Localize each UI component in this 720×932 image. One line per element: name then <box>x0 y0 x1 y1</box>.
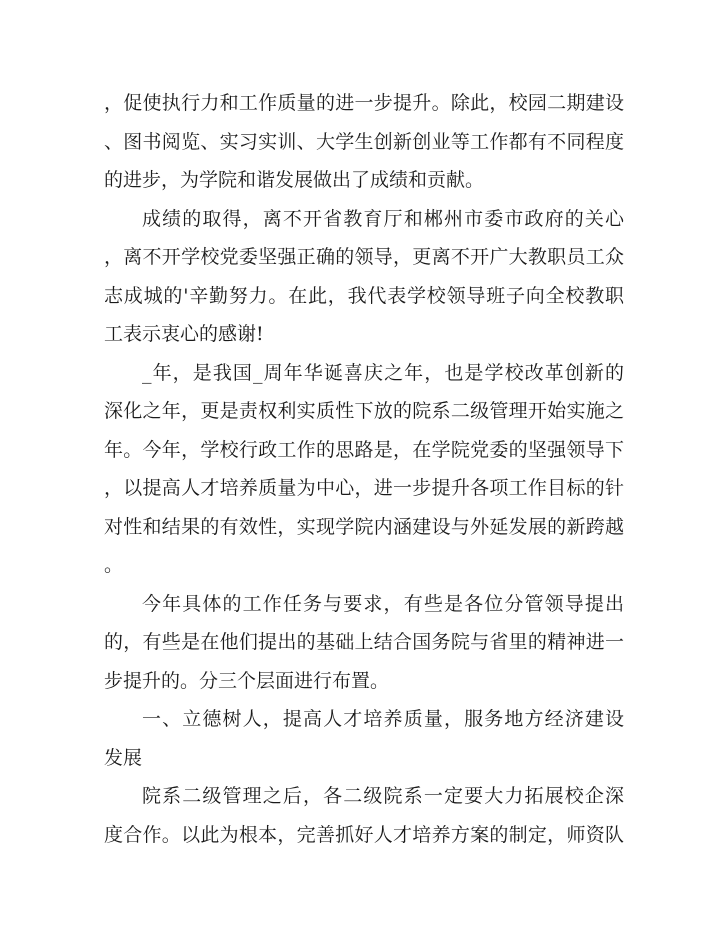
section-heading: 发展 <box>104 747 143 769</box>
text-line: 志成城的'辛勤努力。在此，我代表学校领导班子向全校教职 <box>104 285 624 307</box>
text-line: 。 <box>104 554 124 576</box>
text-line: 工表示衷心的感谢! <box>104 323 264 345</box>
text-line: _年，是我国_周年华诞喜庆之年，也是学校改革创新的 <box>142 362 624 384</box>
text-line: 度合作。以此为根本，完善抓好人才培养方案的制定，师资队 <box>104 824 624 846</box>
section-heading: 一、立德树人，提高人才培养质量，服务地方经济建设 <box>142 708 624 730</box>
text-line: 对性和结果的有效性，实现学院内涵建设与外延发展的新跨越 <box>104 516 624 538</box>
text-line: ，以提高人才培养质量为中心，进一步提升各项工作目标的针 <box>104 477 624 499</box>
text-line: 院系二级管理之后，各二级院系一定要大力拓展校企深 <box>142 785 624 807</box>
text-line: 成绩的取得，离不开省教育厅和郴州市委市政府的关心 <box>142 208 624 230</box>
text-line: 深化之年，更是责权利实质性下放的院系二级管理开始实施之 <box>104 400 624 422</box>
text-line: 的，有些是在他们提出的基础上结合国务院与省里的精神进一 <box>104 631 624 653</box>
text-line: ，离不开学校党委坚强正确的领导，更离不开广大教职员工众 <box>104 246 624 268</box>
text-line: ，促使执行力和工作质量的进一步提升。除此，校园二期建设 <box>104 92 624 114</box>
text-line: 年。今年，学校行政工作的思路是，在学院党委的坚强领导下 <box>104 439 624 461</box>
text-line: 今年具体的工作任务与要求，有些是各位分管领导提出 <box>142 593 624 615</box>
text-line: 的进步，为学院和谐发展做出了成绩和贡献。 <box>104 169 485 191</box>
text-line: 、图书阅览、实习实训、大学生创新创业等工作都有不同程度 <box>104 131 624 153</box>
text-line: 步提升的。分三个层面进行布置。 <box>104 670 390 692</box>
